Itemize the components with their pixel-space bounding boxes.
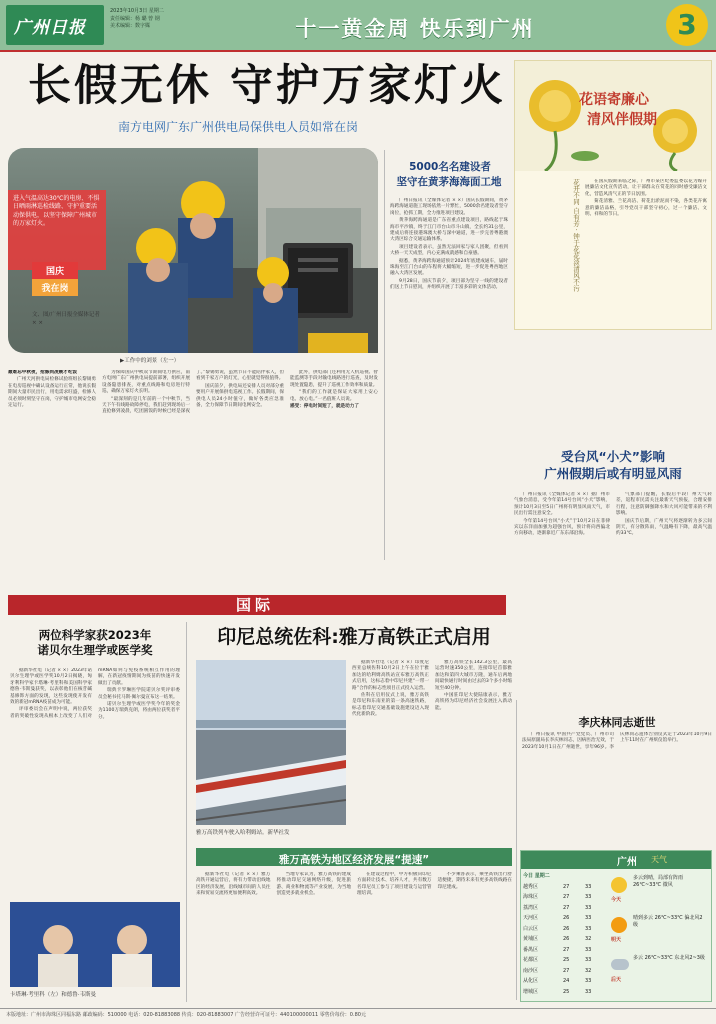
- rail-photo-caption: 雅万高铁列车驶入哈利姆站。新华社发: [196, 830, 290, 836]
- weather-row: [523, 892, 609, 903]
- weather-low: 27: [563, 894, 570, 900]
- weather-high: 33: [585, 988, 592, 995]
- rail-sub-banner-text: 雅万高铁为地区经济发展“提速”: [278, 854, 430, 866]
- weather-headline-1: 受台风“小犬”影响: [561, 449, 665, 464]
- weather-district: 南沙区: [523, 967, 539, 974]
- weather-low: 25: [563, 957, 570, 963]
- column-divider: [516, 700, 517, 1000]
- flower-title-2: 清风伴假期: [587, 112, 657, 128]
- forecast-tomorrow-text: 晴到多云 26℃~33℃ 偏北风2级: [633, 915, 703, 928]
- rail-paragraph: 佐科在启用仪式上说，雅万高铁是印尼和东南亚的第一条高速铁路，标志着印尼交通基础设施建设迈入现代化新阶段。: [352, 693, 429, 718]
- column-divider: [186, 622, 187, 1002]
- rail-paragraph: 雅万高铁全长142.3公里，最高运营时速350公里，连接印尼首都雅加达和第四大城市万隆，通车后两地间最快通行时间由过去的3个多小时缩短至40分钟。: [435, 660, 512, 691]
- guoqing-badge: [32, 262, 78, 298]
- weather-district: 花都区: [523, 957, 539, 963]
- masthead: [0, 0, 716, 50]
- masthead-logo-block: [6, 5, 104, 45]
- side-paragraph: 黄茅海跨海通道是广东省重点建设项目，路线起于珠海市平沙镇，终于江门市台山市斗山镇，全长约31公里，建成后将连接港珠澳大桥与深中通道，进一步完善粤港澳大湾区综合交通运输体系。: [390, 218, 508, 243]
- rail-sub-banner: [196, 848, 512, 866]
- weather-city: 广州: [617, 857, 637, 868]
- weather-high: 33: [585, 915, 592, 921]
- weather-district: 增城区: [523, 988, 539, 995]
- rail-photo: [196, 660, 346, 825]
- weather-row: [523, 913, 609, 924]
- side-paragraph: 据悉，黄茅海跨海通道预计2024年底建成通车，届时珠海至江门台山的车程将大幅缩短，进一步促进粤西地区融入大湾区发展。: [390, 258, 508, 277]
- weather-paragraph: 国庆节后期，广州天气将逐渐转为多云间阴天，有分散阵雨，气温略有下降，最高气温约33℃。: [616, 518, 712, 537]
- flower-title-1: 花语寄廉心: [579, 92, 649, 108]
- weather-district: 黄埔区: [523, 936, 539, 942]
- side-headline-1: 5000名名建设者: [409, 161, 491, 173]
- masthead-banner: [205, 13, 625, 43]
- weather-row: [523, 882, 609, 893]
- sun-cloud-icon: [611, 877, 627, 893]
- weather-district: 天河区: [523, 915, 539, 921]
- weather-paragraph: 广州日报讯（全媒体记者 × ×）据广州市气象台消息，受今年第14号台风“小犬”影响，预计10月3日至5日广州将有明显风雨天气，市民出行需注意安全。: [514, 492, 610, 517]
- weather-row: [523, 987, 609, 998]
- weather-district: 从化区: [523, 978, 539, 984]
- forecast-after-text: 多云 26℃~33℃ 东北风2~3级: [633, 955, 705, 961]
- weather-district: 白云区: [523, 925, 539, 932]
- rail-body: [352, 660, 512, 838]
- side-paragraph: 广州日报讯（全媒体记者 × ×）国庆长假期间，黄茅海跨海通道施工现场依然一片繁忙，5000余名建设者坚守岗位，抢抓工期，全力推进项目建设。: [390, 198, 508, 216]
- designer-credit: 美术编辑：数字媒: [110, 23, 151, 29]
- rail-headline: 印尼总统佐科:雅万高铁正式启用: [217, 626, 491, 648]
- footer-rule: [0, 1008, 716, 1009]
- rail-sub-paragraph: 在建设过程中，中方积极向印尼方面转让技术、培养人才，共有数万名印尼员工参与了项目建设与运营管理培训。: [357, 872, 432, 897]
- weather-low: 26: [563, 936, 570, 942]
- weather-row: [523, 966, 609, 977]
- obituary-body: [522, 732, 712, 842]
- lead-paragraph: “最深刻的是几年前的一个中秋节，当天下午有线路故障停电，我们赶到现场后一直抢修到凌晨，吃团圆饭的时候已经是深夜了。”黎锡勇说，虽然节日不能陪伴家人，但看到千家万户的灯光，心里就觉得很值得。: [102, 370, 284, 415]
- forecast-today-text: 多云到晴，局部有阵雨 26℃~33℃ 微风: [633, 875, 684, 888]
- flower-title: [579, 89, 699, 129]
- weather-high: 33: [585, 883, 592, 890]
- weather-high: 32: [585, 936, 592, 942]
- weather-low: 27: [563, 946, 570, 953]
- weather-high: 33: [585, 957, 592, 963]
- weather-district: 海珠区: [523, 894, 539, 900]
- rail-sub-body: [196, 872, 512, 1004]
- weather-low: 27: [563, 967, 570, 974]
- badge-top: 国庆: [32, 262, 78, 279]
- weather-table-header: 今日 星期二: [523, 873, 550, 879]
- obituary-paragraph: 广州日报讯 中国共产党党员、广州市司法局原副局长李庆林同志，因病医治无效，于2023年10月1日在广州逝世，享年96岁。李庆林同志遗体告别仪式定于2023年10月9日上午11时在广州殡仪馆举行。: [522, 732, 712, 750]
- lead-paragraph: 广州天河供电局检修试验班组长黎锡勇在电房巡视中确认设备运行正常，他说长假期间大量市民出行，用电需求旺盛，检修人员必须时刻坚守在岗，守护城市电网安全稳定运行。: [8, 377, 96, 409]
- nobel-headline-2: 诺贝尔生理学或医学奖: [37, 643, 153, 657]
- lead-byline: 文、图/广州日报全媒体记者 × ×: [32, 312, 100, 326]
- lead-photo-caption: ▶工作中的刘景（左一）: [120, 358, 180, 364]
- nobel-paragraph: 瑞典卡罗琳医学院诺贝尔奖评审委员会秘书托马斯·佩尔曼宣布这一结果。: [98, 688, 180, 700]
- issue-date: 2023年10月3日 星期二: [110, 8, 164, 14]
- rail-sub-paragraph: 据新华社电（记者 × ×）雅万高铁开通运营后，将有力带动沿线地区的经济发展，沿线城市间的人员往来和贸易交流将更加便利高效。: [196, 872, 271, 897]
- rail-sub-paragraph: 当地专家认为，雅万高铁的建成将推动印尼交通网络升级，促进旅游、商业和物流等产业发展，为当地创造更多就业机会。: [276, 872, 351, 897]
- page-number: 3: [677, 8, 697, 41]
- weather-high: 33: [585, 904, 592, 911]
- badge-bottom: 我在岗: [32, 279, 78, 296]
- forecast-list: [611, 873, 709, 993]
- weather-row: [523, 976, 609, 987]
- weather-box: [520, 850, 712, 1002]
- weather-low: 27: [563, 883, 570, 890]
- weather-district: 番禺区: [523, 946, 539, 953]
- weather-district: 荔湾区: [523, 904, 539, 911]
- weather-paragraph: 今年第14号台风“小犬”于10月2日在菲律宾以东洋面加强为超强台风，预计将向西偏北方向移动，逐渐靠近广东东部沿海。: [514, 518, 610, 537]
- side-headline-2: 坚守在黄茅海海面工地: [396, 176, 502, 188]
- column-divider: [384, 150, 385, 560]
- forecast-after: [611, 953, 709, 993]
- nobel-photo: [10, 902, 180, 987]
- weather-high: 32: [585, 967, 592, 974]
- forecast-tomorrow: [611, 913, 709, 953]
- weather-title: 天气: [651, 855, 667, 864]
- masthead-meta: [110, 8, 200, 31]
- lead-paragraph: 为保障国庆中秋双节期间电力供应，南方电网广东广州供电局提前部署，组织开展设备隐患排查，对重点线路和电房进行特巡，确保万家灯火长明。: [102, 370, 190, 395]
- weather-district: 越秀区: [523, 883, 539, 890]
- lead-paragraph: “我们的工作就是保证大家用上安心电、放心电。”一名值班人员说。: [290, 390, 378, 402]
- flower-body: [585, 179, 707, 327]
- holiday-banner-title: 十一黄金周 快乐到广州: [295, 17, 535, 41]
- forecast-after-label: 后天: [611, 977, 622, 983]
- weather-paragraph: 气象部门提醒，长假后半段广州天气转差，返程市民需关注最新天气预报，合理安排行程，注意防御强降水和大风可能带来的不利影响。: [616, 492, 712, 517]
- weather-table: [523, 871, 609, 997]
- lead-headline: 长假无休 守护万家灯火: [28, 61, 506, 111]
- side-paragraph: 9月28日，国庆节前夕，项目部为坚守一线的建设者们送上节日慰问，并组织开展了丰富多彩的文体活动。: [390, 278, 508, 291]
- lead-paragraph: 此外，供电部门还利用无人机巡视、智能监测等手段对输电线路进行巡查，及时发现处置隐患，提升了巡视工作效率和质量。: [290, 370, 378, 388]
- nobel-headline-1: 两位科学家获2023年: [38, 628, 152, 642]
- flower-paragraph: 菊花清雅、兰花高洁、荷花出淤泥而不染，各类花卉寓意的廉洁品格，引导党员干部坚守初心，过一个廉洁、文明、祥和的节日。: [585, 199, 707, 218]
- lead-body: [8, 370, 378, 558]
- weather-row: [523, 955, 609, 966]
- lead-paragraph: 国庆前夕，供电局还安排人员对部分重要用户开展保供电巡视工作。长假期间，保供电人员24小时值守，做好各类应急准备，全力保障节日期间电网安全。: [196, 383, 284, 409]
- rail-paragraph: 中国驻印尼大使陆康表示，雅万高铁将为印尼经济社会发展注入新动能。: [435, 693, 512, 711]
- forecast-tomorrow-label: 明天: [611, 937, 622, 943]
- nobel-photo-caption: 卡塔琳·考里科（左）和德鲁·韦斯曼: [10, 992, 96, 998]
- side-body: [390, 198, 508, 558]
- lead-intro-box: [8, 190, 106, 270]
- train-illustration: [196, 660, 346, 825]
- weather-low: 26: [563, 915, 570, 921]
- lead-paragraph: 感受：停电时间短了，就是动力了: [290, 404, 359, 410]
- editor-credit: 责任编辑：杨 璐 曾 钢: [110, 15, 160, 22]
- flower-vertical-text: 花开不同 自有芳 · 钟于花花淡清风不污: [572, 179, 580, 292]
- lead-col1-title: 最难忘中秋夜，抢修到凌晨才吃饭: [8, 370, 77, 375]
- weather-high: 33: [585, 978, 592, 984]
- forecast-today-label: 今天: [611, 897, 622, 903]
- weather-header: [521, 851, 711, 869]
- lead-intro-text: 进入气温高达30℃的电房、不惧日晒雨淋巡检线路、守护重要活动保供电，以坚守保障广州城市的万家灯火。: [13, 195, 100, 228]
- footer-text: 本版地址：广州市海珠区同福东路 邮政编码：510000 电话：020-81883088 传真：020-81883007 广告经营许可证号：440100000011 零售价每份：0.80元: [6, 1012, 366, 1018]
- weather-low: 24: [563, 978, 570, 984]
- cloud-icon: [611, 959, 629, 970]
- weather-row: [523, 945, 609, 956]
- nobel-paragraph: 评审委员会在声明中说，两位获奖者的突破性发现从根本上改变了人们对mRNA如何与免疫系统相互作用的理解，在新冠疫情期间为疫苗的快速开发做出了贡献。: [10, 668, 180, 719]
- weather-high: 33: [585, 925, 592, 932]
- nobel-body: [10, 668, 180, 896]
- weather-row: [523, 903, 609, 914]
- newspaper-logo: 广州日报: [14, 18, 86, 38]
- weather-story-body: [514, 492, 712, 672]
- page-number-badge: [666, 4, 708, 46]
- flower-paragraph: 在国庆假期来临之际，广州市某区纪委监委以花为媒开展廉洁文化宣传活动，让干部群众在赏花的同时感受廉洁文化，营造风清气正的节日氛围。: [585, 179, 707, 197]
- obituary-headline: 李庆林同志逝世: [578, 716, 656, 729]
- nobel-paragraph: 诺贝尔生理学或医学奖今年的奖金为1100万瑞典克朗，将由两位获奖者平分。: [98, 702, 180, 720]
- weather-row: [523, 934, 609, 945]
- laureates-illustration: [10, 902, 180, 987]
- masthead-rule: [0, 50, 716, 52]
- weather-low: 25: [563, 988, 570, 995]
- sun-icon: [611, 917, 627, 933]
- nobel-paragraph: 据新华社电（记者 × ×）2023年诺贝尔生理学或医学奖10月2日揭晓，匈牙利科学家卡塔琳·考里科和美国科学家德鲁·韦斯曼获奖，以表彰他们在核苷碱基修饰方面的发现，这些发现使开发有效的新冠mRNA疫苗成为可能。: [10, 668, 92, 706]
- weather-row: [523, 924, 609, 935]
- intl-section-label: 国际: [235, 596, 274, 614]
- flower-feature: [514, 60, 712, 330]
- weather-low: 27: [563, 904, 570, 911]
- weather-headline-2: 广州假期后或有明显风雨: [544, 466, 682, 481]
- weather-high: 33: [585, 894, 592, 900]
- lead-subhead: 南方电网广东广州供电局保供电人员如常在岗: [118, 120, 359, 134]
- forecast-today: [611, 873, 709, 913]
- rail-sub-paragraph: 不少乘客表示，乘坐高铁出行舒适便捷，期待未来有更多高铁线路在印尼建成。: [437, 872, 512, 890]
- weather-low: 26: [563, 925, 570, 932]
- rail-paragraph: 据新华社电（记者 × ×）印度尼西亚总统佐科10月2日上午在位于雅加达的哈利姆高铁站宣布雅万高铁正式启用，这标志着中印尼共建“一带一路”合作的标志性项目正式投入运营。: [352, 660, 429, 691]
- side-paragraph: 项目建设者表示，虽然无法回家与家人团聚，但看到大桥一天天成型，内心充满成就感和自豪感。: [390, 244, 508, 257]
- weather-high: 33: [585, 946, 592, 953]
